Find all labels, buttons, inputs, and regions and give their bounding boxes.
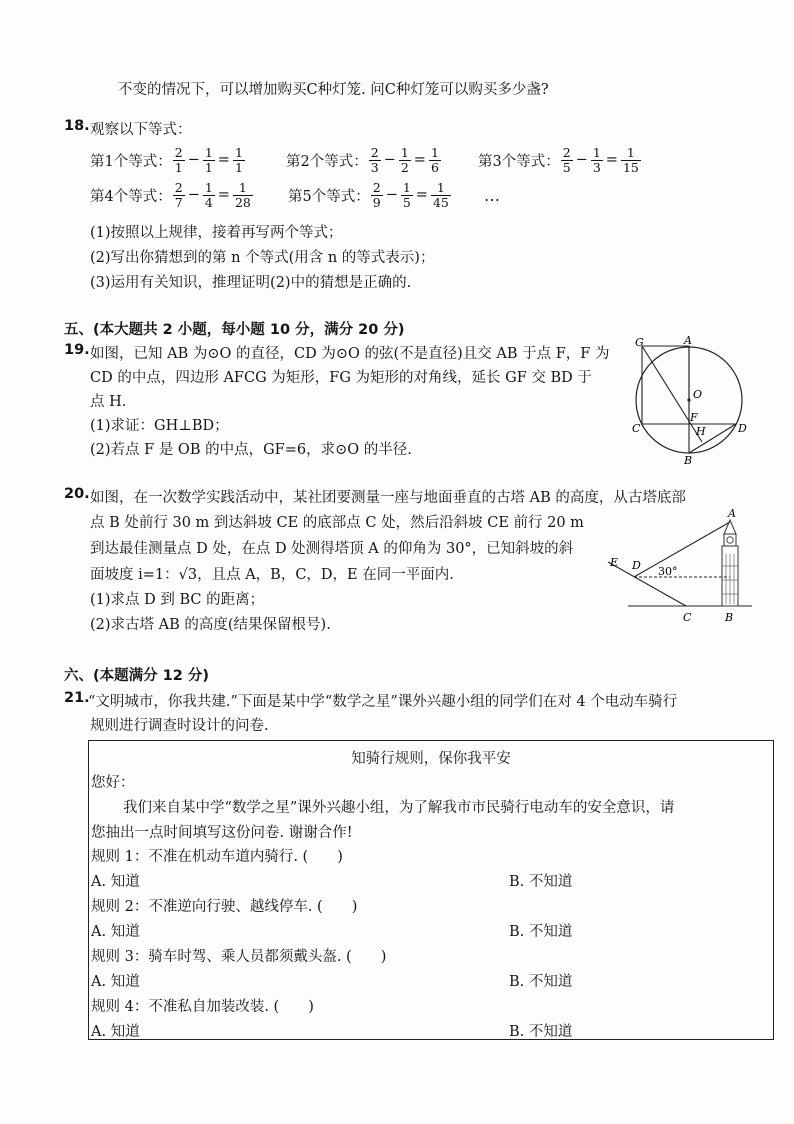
equals-sign: = [217,187,230,204]
rule-2-option-b[interactable]: B. 不知道 [509,924,573,940]
denominator: 1 [234,159,243,175]
fraction [233,181,253,210]
sight-line-da [634,522,730,577]
denominator: 4 [204,194,213,210]
question-19-line-3: 点 H. [90,394,127,410]
fraction [561,146,573,175]
question-19-part-2: (2)若点 F 是 OB 的中点，GF=6，求⊙O 的半径. [90,442,412,458]
fraction [173,146,185,175]
equation-label: 第4个等式： [90,188,172,205]
denominator: 15 [622,159,639,175]
question-19-number: 19. [64,342,90,358]
equals-sign: = [217,152,230,169]
minus-sign: − [383,152,396,169]
tower-drawing [722,520,738,606]
rule-3-text: 规则 3：骑车时驾、乘人员都须戴头盔. ( ) [91,949,387,965]
numerator: 2 [562,145,571,160]
minus-sign: − [187,152,200,169]
label-d: D [632,559,641,572]
numerator: 1 [592,145,601,160]
continued-question-text: 不变的情况下，可以增加购买C种灯笼. 问C种灯笼可以购买多少盏? [118,82,549,98]
label-o: O [693,388,703,401]
minus-sign: − [575,152,588,169]
fraction [203,146,215,175]
numerator: 1 [431,181,451,196]
fraction [401,181,413,210]
label-d: D [738,422,747,435]
survey-intro-2: 您抽出一点时间填写这份问卷. 谢谢合作! [91,825,353,841]
section-6-heading: 六、(本题满分 12 分) [64,668,210,684]
rule-1-option-b[interactable]: B. 不知道 [509,874,573,890]
equation-2 [286,146,442,175]
fraction [621,146,641,175]
denominator: 45 [432,194,449,210]
numerator: 1 [204,180,213,195]
numerator: 2 [174,145,183,160]
survey-box [88,740,774,1040]
numerator: 1 [621,146,641,161]
label-c: C [683,611,692,624]
question-20-number: 20. [64,486,90,502]
denominator: 2 [400,159,409,175]
center-point [687,398,690,401]
rule-3-option-b[interactable]: B. 不知道 [509,974,573,990]
rule-1-text: 规则 1：不准在机动车道内骑行. ( ) [91,849,343,865]
label-b: B [725,611,734,624]
denominator: 7 [174,194,183,210]
denominator: 1 [204,159,213,175]
rule-1-option-a[interactable]: A. 知道 [91,874,140,890]
numerator: 1 [400,145,409,160]
rule-4-option-b[interactable]: B. 不知道 [509,1024,573,1040]
fraction [371,181,383,210]
section-5-heading: 五、(本大题共 2 小题，每小题 10 分，满分 20 分) [64,322,405,338]
equation-label: 第1个等式： [90,153,172,170]
denominator: 5 [562,159,571,175]
label-c: C [632,422,641,435]
tower-figure [606,506,756,628]
survey-title: 知骑行规则，保你我平安 [351,751,511,767]
question-20-line-3: 到达最佳测量点 D 处，在点 D 处测得塔顶 A 的仰角为 30°，已知斜坡的斜 [90,541,574,557]
question-20-part-2: (2)求古塔 AB 的高度(结果保留根号). [90,617,331,633]
question-21-line-1: “文明城市，你我共建.”下面是某中学“数学之星”课外兴趣小组的同学们在对 4 个电动车骑行 [88,694,678,710]
question-18-part-1: (1)按照以上规律，接着再写两个等式； [90,225,343,241]
equation-label: 第2个等式： [286,153,368,170]
survey-intro-1: 我们来自某中学“数学之星”课外兴趣小组，为了解我市市民骑行电动车的安全意识，请 [123,800,675,816]
fraction [233,146,245,175]
numerator: 2 [372,180,381,195]
equation-3 [478,146,642,175]
survey-greeting: 您好： [91,775,135,791]
question-18-part-2: (2)写出你猜想到的第 n 个等式(用含 n 的等式表示)； [90,250,435,266]
question-18-number: 18. [64,118,90,134]
angle-label: 30° [658,565,678,578]
label-b: B [684,454,693,466]
ellipsis: … [484,186,500,205]
question-21-line-2: 规则进行调查时设计的问卷. [90,718,269,734]
numerator: 2 [174,180,183,195]
equation-4 [90,181,254,210]
rule-2-text: 规则 2：不准逆向行驶、越线停车. ( ) [91,899,358,915]
denominator: 1 [174,159,183,175]
numerator: 2 [370,145,379,160]
rule-4-option-a[interactable]: A. 知道 [91,1024,140,1040]
equation-1 [90,146,246,175]
fraction [203,181,215,210]
question-20-part-1: (1)求点 D 到 BC 的距离； [90,592,265,608]
label-h: H [696,425,706,438]
equals-sign: = [413,152,426,169]
equals-sign: = [415,187,428,204]
equation-label: 第3个等式： [478,153,560,170]
question-21-number: 21. [64,690,90,706]
question-18-part-3: (3)运用有关知识，推理证明(2)中的猜想是正确的. [90,275,412,291]
fraction [173,181,185,210]
denominator: 6 [430,159,439,175]
numerator: 1 [233,181,253,196]
circle-figure [626,336,752,466]
label-e: E [610,556,619,569]
fraction [369,146,381,175]
denominator: 5 [402,194,411,210]
denominator: 28 [234,194,251,210]
numerator: 1 [234,145,243,160]
rule-3-option-a[interactable]: A. 知道 [91,974,140,990]
fraction [591,146,603,175]
label-f: F [690,411,698,424]
question-18-stem: 观察以下等式： [90,122,192,138]
equation-label: 第5个等式： [288,188,370,205]
minus-sign: − [385,187,398,204]
fraction [429,146,441,175]
denominator: 9 [372,194,381,210]
minus-sign: − [187,187,200,204]
rule-2-option-a[interactable]: A. 知道 [91,924,140,940]
rule-4-text: 规则 4：不准私自加装改装. ( ) [91,999,314,1015]
denominator: 3 [370,159,379,175]
label-a: A [684,336,692,347]
question-20-line-1: 如图，在一次数学实践活动中，某社团要测量一座与地面垂直的古塔 AB 的高度，从古塔底部 [90,490,686,506]
equals-sign: = [605,152,618,169]
question-19-line-1: 如图，已知 AB 为⊙O 的直径，CD 为⊙O 的弦(不是直径)且交 AB 于点 F，F 为 [90,346,610,362]
numerator: 1 [204,145,213,160]
denominator: 3 [592,159,601,175]
numerator: 1 [402,180,411,195]
fraction [399,146,411,175]
question-20-line-2: 点 B 处前行 30 m 到达斜坡 CE 的底部点 C 处，然后沿斜坡 CE 前行 20 m [90,515,584,531]
question-20-line-4: 面坡度 i=1：√3，且点 A，B，C，D，E 在同一平面内. [90,567,454,583]
question-19-part-1: (1)求证：GH⊥BD； [90,418,229,434]
label-g: G [635,336,644,349]
label-a: A [728,507,736,520]
numerator: 1 [430,145,439,160]
fraction [431,181,451,210]
equation-5 [288,181,452,210]
question-19-line-2: CD 的中点，四边形 AFCG 为矩形，FG 为矩形的对角线，延长 GF 交 BD 于 [90,370,592,386]
